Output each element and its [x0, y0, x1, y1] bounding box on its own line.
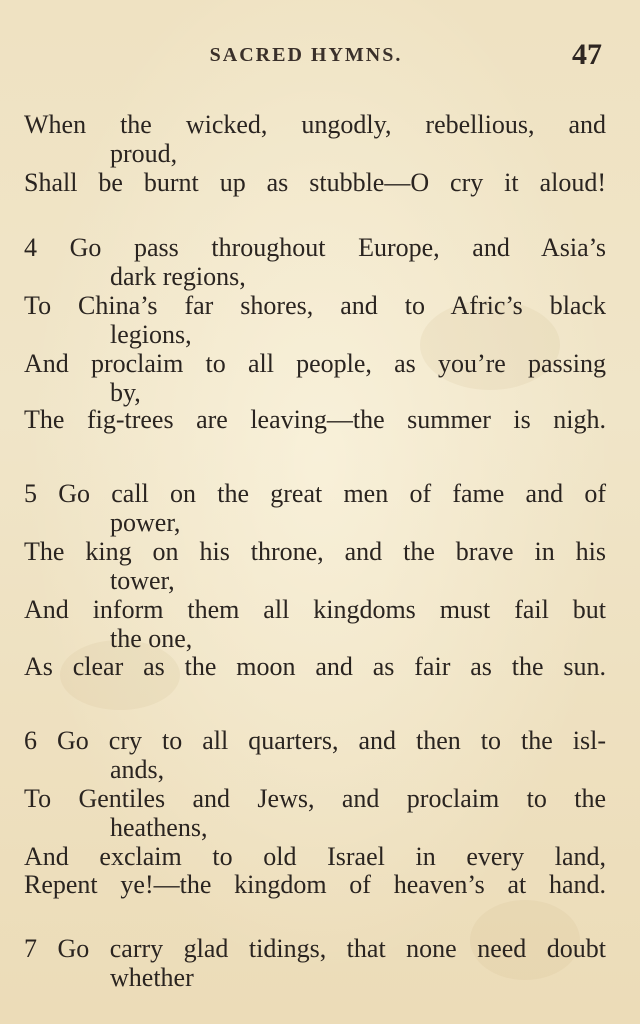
verse-line-continuation: whether — [110, 963, 194, 992]
stanza-6-line: And exclaim to old Israel in every land, — [24, 842, 606, 871]
verse-line: Shall be burnt up as stubble—O cry it aloud! — [24, 168, 606, 197]
stanza-5-line: And inform them all kingdoms must fail but — [24, 595, 606, 624]
stanza-4-line: And proclaim to all people, as you’re passing — [24, 349, 606, 378]
stanza-5-line: 5 Go call on the great men of fame and of — [24, 479, 606, 508]
stanza-6-line: Repent ye!—the kingdom of heaven’s at hand. — [24, 870, 606, 899]
verse-line-continuation: proud, — [110, 139, 178, 168]
page-number: 47 — [572, 38, 602, 71]
verse-line-continuation: power, — [110, 508, 181, 537]
verse-line-continuation: heathens, — [110, 813, 208, 842]
verse-line-continuation: ands, — [110, 755, 165, 784]
stanza-6-line: 6 Go cry to all quarters, and then to the isl- — [24, 726, 606, 755]
verse-line-continuation: dark regions, — [110, 262, 246, 291]
verse-line-continuation: the one, — [110, 624, 193, 653]
stanza-5-line: As clear as the moon and as fair as the sun. — [24, 652, 606, 681]
stanza-5-line: The king on his throne, and the brave in his — [24, 537, 606, 566]
stanza-4-line: The fig-trees are leaving—the summer is nigh. — [24, 405, 606, 434]
verse-line-continuation: legions, — [110, 320, 192, 349]
verse-line-continuation: by, — [110, 378, 141, 407]
stanza-4-line: 4 Go pass throughout Europe, and Asia’s — [24, 233, 606, 262]
stanza-7-line: 7 Go carry glad tidings, that none need doubt — [24, 934, 606, 963]
stanza-4-line: To China’s far shores, and to Afric’s black — [24, 291, 606, 320]
running-header: SACRED HYMNS. — [209, 44, 403, 66]
stanza-6-line: To Gentiles and Jews, and proclaim to the — [24, 784, 606, 813]
verse-line-continuation: tower, — [110, 566, 175, 595]
verse-line: When the wicked, ungodly, rebellious, and — [24, 110, 606, 139]
